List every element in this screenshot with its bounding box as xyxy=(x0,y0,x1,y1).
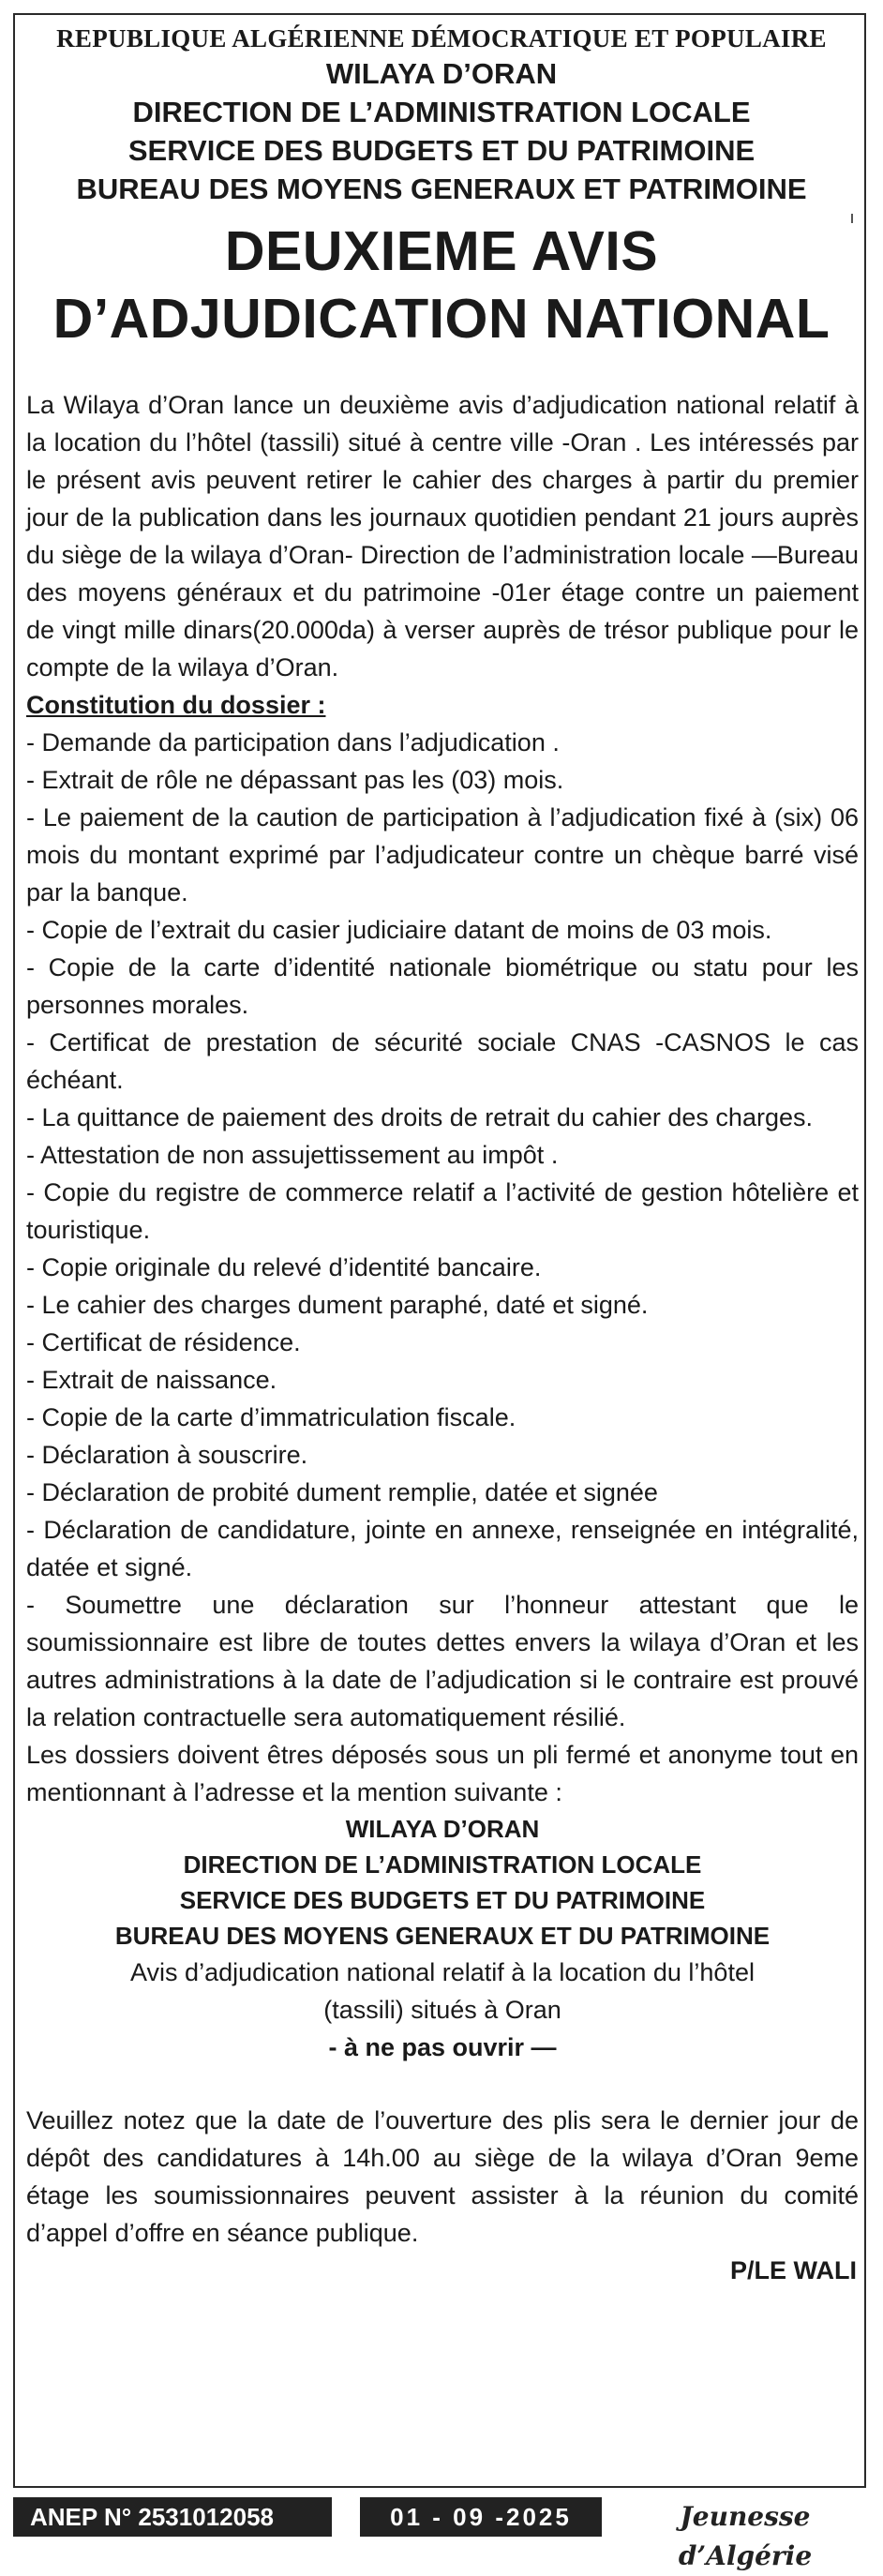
dossier-item: - Demande da participation dans l’adjudication . xyxy=(26,728,560,756)
dossier-item: - Le paiement de la caution de participation à l’adjudication fixé à (six) 06 mois du montant exprimé par l’adjudicateur contre un chèque barré visé par la banque. xyxy=(26,803,859,906)
closing-paragraph: Veuillez notez que la date de l’ouverture des plis sera le dernier jour de dépôt des candidatures à 14h.00 au siège de la wilaya d’Oran 9eme étage les soumissionnaires peuvent assister à la réunion du comité d’appel d’offre en séance publique. xyxy=(26,2106,859,2247)
bureau-heading: BUREAU DES MOYENS GENERAUX ET PATRIMOINE xyxy=(76,172,807,205)
signature: P/LE WALI xyxy=(730,2256,857,2284)
intro-paragraph: La Wilaya d’Oran lance un deuxième avis d’adjudication national relatif à la location du l’hôtel (tassili) situé à centre ville -Oran . Les intéressés par le présent avis peuvent retirer le cahier des charges à partir du premier jour de la publication dans les journaux quotidien pendant 21 jours auprès du siège de la wilaya d’Oran- Direction de l’administration locale —Bureau des moyens généraux et du patrimoine -01er étage contre un paiement de vingt mille dinars(20.000da) à verser auprès de trésor publique pour le compte de la wilaya d’Oran. xyxy=(26,391,859,681)
dossier-item: - Déclaration de probité dument remplie, datée et signée xyxy=(26,1478,658,1506)
dossier-title: Constitution du dossier : xyxy=(26,691,326,719)
dossier-item: - Certificat de prestation de sécurité sociale CNAS -CASNOS le cas échéant. xyxy=(26,1028,859,1094)
dossier-list xyxy=(26,724,859,1736)
newspaper-name: Jeunesse d’Algérie xyxy=(678,2501,813,2571)
deposit-paragraph: Les dossiers doivent êtres déposés sous un pli fermé et anonyme tout en mentionnant à l’adresse et la mention suivante : xyxy=(26,1741,859,1806)
notice-header xyxy=(13,22,870,352)
dossier-item: - Le cahier des charges dument paraphé, daté et signé. xyxy=(26,1291,649,1319)
dossier-item: - Extrait de rôle ne dépassant pas les (03) mois. xyxy=(26,766,564,794)
dossier-item: - Copie de la carte d’identité nationale biométrique ou statu pour les personnes morales. xyxy=(26,953,859,1019)
spacer xyxy=(26,2066,859,2102)
mention-line: Avis d’adjudication national relatif à la location du l’hôtel xyxy=(130,1958,755,1986)
address-line: BUREAU DES MOYENS GENERAUX ET DU PATRIMOINE xyxy=(114,1922,771,1950)
dossier-item: - Déclaration à souscrire. xyxy=(26,1441,308,1469)
dossier-item: - Extrait de naissance. xyxy=(26,1366,277,1394)
dossier-item: - Certificat de résidence. xyxy=(26,1328,301,1356)
publication-date: 01 - 09 -2025 xyxy=(360,2497,602,2537)
address-line: SERVICE DES BUDGETS ET DU PATRIMOINE xyxy=(179,1886,706,1914)
mention-line: (tassili) situés à Oran xyxy=(323,1996,561,2024)
address-line: DIRECTION DE L’ADMINISTRATION LOCALE xyxy=(183,1850,702,1879)
dossier-item: - Copie originale du relevé d’identité bancaire. xyxy=(26,1253,542,1281)
publication-footer xyxy=(13,2497,870,2571)
do-not-open: - à ne pas ouvrir — xyxy=(328,2033,557,2061)
dossier-item: - Copie de la carte d’immatriculation fiscale. xyxy=(26,1403,516,1431)
republic-heading: REPUBLIQUE ALGÉRIENNE DÉMOCRATIQUE ET POPULAIRE xyxy=(56,24,827,52)
notice-title-line2: D’ADJUDICATION NATIONAL xyxy=(52,288,831,350)
notice-body xyxy=(26,386,859,2289)
service-heading: SERVICE DES BUDGETS ET DU PATRIMOINE xyxy=(127,134,756,167)
dossier-item: - Déclaration de candidature, jointe en annexe, renseignée en intégralité, datée et signé. xyxy=(26,1516,859,1581)
notice-title xyxy=(13,217,870,352)
address-line: WILAYA D’ORAN xyxy=(345,1815,540,1843)
wilaya-heading: WILAYA D’ORAN xyxy=(325,57,558,90)
address-block xyxy=(26,1811,859,1954)
dossier-item: - Soumettre une déclaration sur l’honneur attestant que le soumissionnaire est libre de toutes dettes envers la wilaya d’Oran et les autres administrations à la date de l’adjudication si le contraire est prouvé la relation contractuelle sera automatiquement résilié. xyxy=(26,1591,859,1731)
dossier-item: - Attestation de non assujettissement au impôt . xyxy=(26,1141,559,1169)
direction-heading: DIRECTION DE L’ADMINISTRATION LOCALE xyxy=(132,96,751,128)
dossier-item: - La quittance de paiement des droits de retrait du cahier des charges. xyxy=(26,1103,813,1131)
notice-title-line1: DEUXIEME AVIS xyxy=(224,220,659,282)
anep-number: ANEP N° 2531012058 xyxy=(13,2497,332,2537)
dossier-item: - Copie de l’extrait du casier judiciaire datant de moins de 03 mois. xyxy=(26,916,772,944)
dossier-item: - Copie du registre de commerce relatif a l’activité de gestion hôtelière et touristique. xyxy=(26,1178,859,1244)
